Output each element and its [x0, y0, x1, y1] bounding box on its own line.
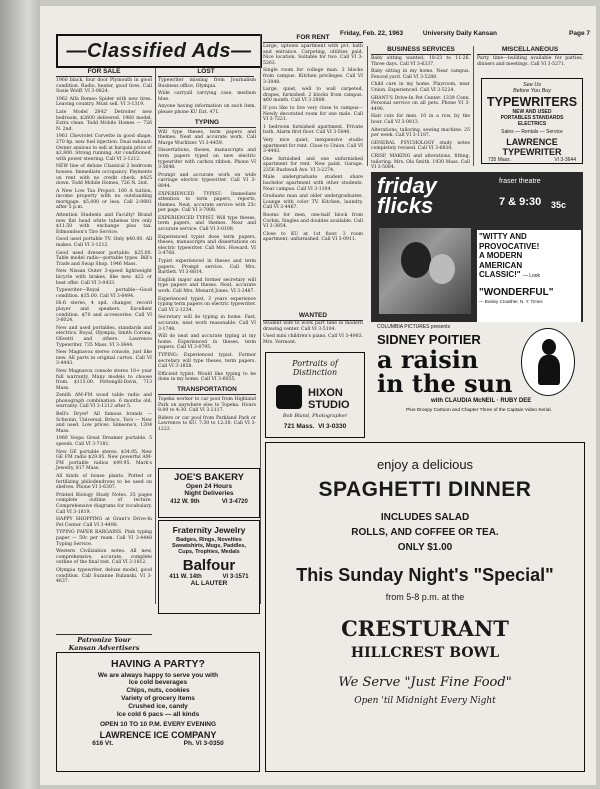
joes-name: JOE'S BAKERY: [173, 472, 244, 483]
classified-ad: Baby sitting in my home. Near campus. Fenced yard. Call VI 3-5288.: [371, 69, 470, 80]
classified-ad: Prompt and accurate work on wide carriage electric typewriter. Call VI 3-8844.: [158, 172, 256, 189]
movie-title-1: friday: [377, 173, 437, 198]
classified-ad: Typist experienced in theses and term papers. Prompt service. Call Mrs. Bartlett. VI 3-8814.: [158, 259, 256, 276]
section-for-sale: FOR SALE: [56, 68, 152, 77]
classified-ad: 1960 black, four door Plymouth in good condition. Radio, heater, good tires. Call Susie Wolff. VI 3-0824.: [56, 78, 152, 95]
movie-bottom: [371, 322, 583, 418]
party-item: Ice cold beverages: [128, 679, 188, 686]
classified-ad: 1960 Vespa Great Dreamer portable. 5 speeds. Call VI 3-7181.: [56, 436, 152, 448]
camera-icon: [276, 385, 302, 409]
header-paper: University Daily Kansan: [422, 30, 497, 37]
frat-contact-name: AL LAUTER: [190, 580, 228, 587]
newspaper-page: [40, 6, 596, 785]
section-misc: MISCELLANEOUS: [477, 46, 583, 55]
classified-ad: Dissertations, theses, manuscripts and term papers typed on new electric typewriter with carbon ribbon. Phone VI 3-5648.: [158, 148, 256, 171]
movie-cast: with CLAUDIA McNEIL · RUBY DEE: [431, 398, 532, 404]
frat-name: Fraternity Jewelry: [172, 525, 246, 535]
sp-title: SPAGHETTI DINNER: [318, 478, 532, 501]
party-item: Crushed ice, candy: [128, 703, 188, 710]
classified-ad: New GE portable stereo, $34.95. New GE FM radio $29.95. New powerful AM-FM portable radios $49.95. Mark's Jewelry, 817 Mass.: [56, 449, 152, 472]
frat-line3: Cups, Trophies, Medals: [178, 549, 240, 555]
classified-ad: Will do neat and accurate typing at my home. Experienced in theses, term papers. Call VI 3-0795.: [158, 334, 256, 351]
classified-ad: Wide carryall carrying case, medium blue.: [158, 91, 256, 102]
movie-times: 7 & 9:30: [499, 196, 542, 208]
patronize-line1: Patronize Your: [77, 636, 131, 644]
classified-ad: New Magnavox console stereo 10+ year full warranty. Many models to choose from. $115.00. Pottengill-Davis, 713 Mass.: [56, 368, 152, 391]
classified-ad: Male undergraduate student share bachelor apartment with other students. Near campus. Call VI 3-1104.: [263, 175, 363, 192]
classified-ad: New Magnavox stereo console, just like new. All parts in original carton. Call VI 3-4443.: [56, 350, 152, 367]
tw-contact: [482, 157, 582, 163]
sp-time: from 5-8 p.m. at the: [385, 592, 465, 602]
classified-ad: Baby sitting wanted, 18-23 to 11-26. Three days. Call VI 3-6337.: [371, 56, 470, 67]
hixon-phone: VI 3-0330: [318, 423, 347, 430]
party-items: [57, 679, 259, 719]
classified-title: —Classified Ads—: [66, 40, 252, 62]
classified-ad: New and used portables, standards and electrics. Royal, Olympia, Smith Corona, Olivetti and others. Lawrence Typewriter, 735 Mass. VI 3-3644.: [56, 325, 152, 348]
party-phone: Ph. VI 3-0350: [183, 740, 224, 747]
movie-plus: Plus Droopy Cartoon and Chapter Three of the Captain Video Serial.: [406, 408, 552, 413]
classified-ad: Late Model 2842' Detroiter new bedroom, $2600 delivered. 1960 model. Extra clean. Todd Mobile Homes — 726 N. 2nd.: [56, 109, 152, 132]
classified-ad: 1 bedroom furnished apartment. Private bath. Alarm first floor. Call VI 3-5840.: [263, 124, 363, 136]
classified-ad: Zenith AM-FM wood table radio and phonograph combination. 6 months old, warranty. Call VI 3-1212 after 5.: [56, 393, 152, 410]
party-title: HAVING A PARTY?: [111, 658, 205, 670]
classified-ad: NEW line of deluxe Classical 2 bedroom houses. Immediate occupancy. Payments on rent with no credit check. $425 down. Todd Mobile Homes, 726 N. 2nd.: [56, 164, 152, 187]
for-sale-column: [56, 78, 152, 640]
sp-open: Open 'til Midnight Every Night: [354, 696, 496, 706]
party-item: Chips, nuts, cookies: [126, 687, 190, 694]
party-line1: We are always happy to serve you with: [97, 672, 219, 679]
movie-quote-source: — Bosley Crowther, N. Y. Times: [479, 299, 543, 304]
classified-ad: Used mini children's piano. Call VI 3-4983. Mrs. Vermont.: [263, 334, 364, 345]
movie-film-title-2: in the sun: [377, 369, 513, 398]
classified-ad: Typewriter missing from Journalism Business office, Olympia.: [158, 78, 256, 89]
classified-ad: Efficient typist. Would like typing to be done in my home. Call VI 3-6055.: [158, 371, 256, 383]
classified-ad: Anyone having information on such item, please phone KU Ext. 471.: [158, 104, 256, 115]
hixon-addr: 721 Mass.: [283, 423, 315, 430]
frat-line2: Sweatshirts, Mugs, Paddles,: [172, 543, 246, 549]
movie-figure-body: [538, 355, 560, 385]
frat-store: Balfour: [182, 557, 236, 574]
movie-presents: COLUMBIA PICTURES presents: [377, 324, 451, 330]
classified-ad: GRANT'S Drive-In Pet Center. 1339 Conn. Personal service on all pets. Phone VI 3-4490.: [371, 95, 470, 112]
classified-ad: If you like to live very close to campus—Newly decorated room for one male. Call VI 3-7221.: [263, 105, 363, 123]
classified-ad: Graduate man and older undergraduates. Lounge with color TV. Kitchen, laundry. Call VI 3-4467.: [263, 194, 363, 211]
tw-sub3: ELECTRICS: [517, 121, 547, 127]
rent-ads: [263, 44, 363, 243]
section-for-rent: FOR RENT: [263, 34, 363, 43]
section-lost: LOST: [158, 68, 254, 77]
classified-ad: Topeka worker to car pool from Highland Park on anywhere else to Topeka. Hours 8:00 to 4:30. Call VI 3-2117.: [158, 396, 256, 414]
classified-ad: Olympia typewriter, deluxe model, good condition. Call Suzanne Rulanski. VI 3-4637.: [56, 567, 152, 585]
sp-name: CRESTURANT: [341, 616, 509, 641]
tw-phone: VI 3-3644: [554, 157, 576, 163]
classified-ad: 1961 Chevrolet Corvette in good shape, 270 hp. new fuel injection. Dual exhaust. Owner anxious to sell at bargain price of $2,800. Strong running. Air conditioned, with power steering. Call VI 3-1212.: [56, 134, 152, 162]
joes-phone: VI 3-4720: [221, 499, 248, 505]
section-wanted: WANTED: [263, 312, 363, 321]
classified-ad: EXPERIENCED TYPIST. Will type theses, term papers, and themes. Near and accurate service. Call VI 3-0108.: [158, 215, 256, 233]
movie-quote: "WONDERFUL": [479, 286, 554, 298]
classified-ad: Printed Biology Study Notes. 35 pages complete outline of lecture. Comprehensive diagrams for vocabulary. Call VI 3-1819.: [56, 492, 152, 515]
classified-ad: Single room for college man. 2 blocks from campus. Kitchen privileges. Call VI 3-3848.: [263, 68, 363, 85]
joes-contact: [159, 499, 259, 505]
frat-line1: Badges, Rings, Novelties: [176, 537, 242, 543]
movie-quote: AMERICAN: [479, 260, 523, 270]
classified-ad: Western Civilization notes. All new, comprehensive, accurate, complete outline of the final test. Call VI 3-1812.: [56, 549, 152, 566]
classified-ad: Bell's Dryer! All famous brands — Schwinn, Universal, Brisco, Toro — New and used. Low prices. Simeone's, 1304 Mass.: [56, 412, 152, 434]
party-addr: 616 Vt.: [92, 740, 114, 747]
movie-review-box: [477, 230, 581, 324]
sp-line1: INCLUDES SALAD: [380, 512, 470, 523]
movie-face-shape: [401, 242, 431, 278]
tw-sub1: NEW AND USED: [512, 109, 552, 115]
lost-ads: [158, 78, 256, 116]
classified-ad: A New Low Tax Project. 160 A tuition, income property with no outstanding mortgage. $5,000 or less. Call 2-9881 after 5 p.m.: [56, 188, 152, 211]
classified-ad: Large, uptown apartment with pvt. bath and entrance. Carpeting, utilities paid. Nice location. Suitable for two. Call VI 3-5263.: [263, 44, 363, 66]
movie-face-shape: [429, 254, 455, 284]
book-spine: [0, 0, 40, 789]
patronize-notice: [56, 634, 152, 652]
classified-ad: Typewriter—Royal portable—Good condition. $35.00. Call VI 3-6494.: [56, 288, 152, 299]
section-transportation: TRANSPORTATION: [158, 386, 256, 395]
movie-quote: "WITTY AND: [479, 232, 527, 241]
movie-quote-source: — Look: [522, 273, 541, 279]
hixon-name: [308, 387, 350, 411]
patronize-line2: Kansan Advertisers: [68, 644, 140, 652]
hixon-line1: Portraits of: [292, 359, 338, 368]
tw-name1: LAWRENCE: [506, 137, 558, 147]
classified-ad: 1962 Alfa Romeo Spider with new tires. Leaving country. Must sell. VI 3-1319.: [56, 96, 152, 108]
movie-quote: A MODERN: [479, 251, 523, 260]
movie-quote: CLASSIC!": [479, 270, 521, 279]
tw-big: TYPEWRITERS: [486, 95, 578, 109]
classified-ad: Student wife to work part time in modern drawing center. Call VI 3-5104.: [263, 321, 363, 332]
sp-line2: ROLLS, AND COFFEE OR TEA.: [351, 527, 499, 538]
hixon-photographer: Bob Bland, Photographer: [282, 413, 348, 419]
classified-ad: TYPING PAPER BARGAINS. Pink typing paper — 50c per ream. Call VI 3-4448 Typing Service.: [56, 530, 152, 547]
joes-line1: Open 24 Hours: [185, 483, 233, 490]
column-rule: [155, 68, 156, 604]
classified-ad: Good used dresser portable. $25.00. Table model radio—portable types. Bill's Trade and Swap Shop. 1946 Mass.: [56, 250, 152, 267]
classified-ad: GENERAL PSYCHOLOGY study notes completely revised. Call VI 3-6830.: [371, 140, 470, 152]
movie-film-title: [377, 345, 513, 398]
movie-film-title-1: a raisin: [377, 345, 479, 374]
movie-figure-head: [542, 339, 556, 355]
page-header: [340, 30, 590, 37]
classified-ad: Hair cuts for men. 10 in a row, by the hour. Call VI 3-0813.: [371, 114, 470, 125]
classified-ad: Rooms for men, one-half block from Corbin, Singles and doubles available. Call VI 3-3854.: [263, 213, 363, 230]
classified-ad: Experienced typist does term papers, theses, manuscripts and dissertations on electric typewriter. Call Mrs. Howard. VI 3-4768.: [158, 234, 256, 257]
sp-place: HILLCREST BOWL: [350, 645, 500, 661]
sp-line3: ONLY $1.00: [397, 542, 453, 553]
movie-figure-image: [521, 328, 575, 396]
column-rule: [473, 46, 474, 166]
classified-ad: New Nissan Outer 3-speed lightweight bicycle with brakes, like new. $22 or best offer. Call VI 3-0433.: [56, 269, 152, 286]
sp-enjoy: enjoy a delicious: [376, 457, 474, 472]
hixon-contact: [266, 423, 364, 430]
column-rule: [260, 34, 261, 604]
typewriter-ad: [481, 78, 583, 164]
classified-ad: Close to KU at 1st floor. 3 room apartment, unfurnished. Call VI 3-0911.: [263, 231, 363, 243]
tw-addr: 735 Mass.: [488, 157, 512, 163]
lost-typing-column: [158, 78, 256, 468]
wanted-ads: [263, 321, 363, 349]
sp-special: This Sunday Night's "Special": [296, 565, 554, 585]
tw-svc: Sales — Rentals — Service: [501, 129, 563, 135]
movie-still-image: [379, 228, 471, 314]
classified-ad: Very nice quiet, inexpensive studio apartment for rent. Close to Union. Call VI 3-4443.: [263, 137, 363, 155]
party-hours: OPEN 10 TO 10 P.M. EVERY EVENING: [99, 721, 217, 728]
rent-column: [263, 44, 363, 329]
classified-ad: Good used portable TV. Only $40.00. All makes. Call VI 3-1212.: [56, 237, 152, 249]
tw-see-us: See Us: [522, 82, 542, 88]
classified-ad: English major and former secretary will type papers and theses. Neat, accurate work. Call Mrs. Menard Jones. VI 3-2487.: [158, 277, 256, 294]
classified-ad: All kinds of house plants. Potted or fertilizing philodendrons to be used on shelves. Phone VI 3-6307.: [56, 474, 152, 491]
header-page: Page 7: [569, 30, 590, 37]
sp-serve: We Serve "Just Fine Food": [338, 675, 512, 690]
movie-star: SIDNEY POITIER: [377, 332, 481, 347]
classified-ad: Secretary will do typing in home. Fast, accurate, neat work reasonable. Call VI 3-1748.: [158, 315, 256, 332]
movie-quote: PROVOCATIVE!: [479, 241, 540, 251]
ice-company-ad: [56, 652, 260, 772]
party-contact: [57, 740, 259, 747]
section-typing: TYPING: [158, 119, 256, 128]
misc-ads: [477, 56, 583, 74]
party-item: Variety of grocery items: [121, 695, 195, 702]
tw-name2: TYPEWRITER: [502, 147, 562, 157]
classified-ad: Will type theses, term papers and themes. Neat and accurate work. Call Marge Wurlitzer. VI 3-4459.: [158, 129, 256, 146]
classified-ad: Alterations, tailoring, sewing machine. 25 per week. Call VI 3-1187.: [371, 127, 470, 139]
joes-bakery-ad: [158, 468, 260, 518]
party-company: LAWRENCE ICE COMPANY: [99, 730, 217, 740]
classified-ad: TYPING: Experienced typist. Former secretary will type theses, term papers. Call VI 3-1858.: [158, 352, 256, 370]
movie-title-2: flicks: [377, 193, 434, 218]
frat-addr: 411 W. 14th: [169, 574, 202, 580]
classified-ad: EXPERIENCED TYPIST: Immediate attention to term papers, reports, themes. Neat, accurate service with 25c per page. Call VI 3-7008.: [158, 191, 256, 214]
tw-sub2: PORTABLES STANDARDS: [500, 115, 564, 121]
joes-addr: 412 W. 9th: [170, 499, 200, 505]
classified-ad: One furnished and one unfurnished apartment for rent. New paint. Garage. 2356 Bushwall Ave. VI 3-2274.: [263, 156, 363, 173]
party-item: Ice cold 6 pacs — all kinds: [116, 711, 200, 718]
classified-ad: Party time—building available for parties, dinners and meetings. Call VI 3-5271.: [477, 56, 583, 67]
movie-title: [377, 173, 437, 218]
typing-ads: [158, 130, 256, 383]
column-rule: [367, 46, 368, 166]
classified-ad: Attention Students and Faculty! Brand new flat head white tubeless tire only $11.50 with exchange plus tax. Edmondson's Tire Service.: [56, 213, 152, 235]
hixon-name-1: HIXON: [308, 387, 343, 399]
tw-before-buy: Before You Buy: [512, 88, 552, 94]
classified-ad: Large, quiet, well to wall carpeted, drapes, furnished. 2 blocks from campus. $60 month. Call VI 3-2808.: [263, 87, 363, 104]
frat-phone: VI 3-1571: [222, 574, 249, 580]
joes-line2: Night Deliveries: [184, 490, 234, 497]
fraternity-jewelry-ad: [158, 520, 260, 614]
transport-ads: [158, 397, 256, 433]
section-business: BUSINESS SERVICES: [371, 46, 471, 55]
classified-ad: Child care in my home. Playroom, near Union. Experienced. Call VI 3-5224.: [371, 82, 470, 93]
classified-ad: Experienced typist, 3 years experience typing term papers on electric typewriter. Call VI 2-1234.: [158, 296, 256, 313]
spaghetti-dinner-ad: [265, 442, 585, 772]
classified-ad: CRISP, MAKING and alterations, fitting, tailoring. Mrs. Ola Smith. 1930 Mass. Call VI 3-5084.: [371, 153, 470, 171]
hixon-line2: Distinction: [292, 368, 338, 377]
hixon-studio-ad: [265, 352, 365, 438]
business-ads: [371, 56, 470, 171]
classified-ad: Hi-fi stereo, 4 spd. changer, record player and speakers. Excellent condition. $70 and accessories. Call VI 3-6024.: [56, 301, 152, 324]
header-date: Friday, Feb. 22, 1963: [340, 30, 404, 37]
movie-ad: [371, 172, 583, 418]
classified-title-box: [56, 34, 262, 68]
movie-theatre: fraser theatre: [499, 178, 541, 185]
classified-ad: Riders or car pool from Parkland Park or Lawrence to KU. 7:30 to 12:30. Call VI 3-1222.: [158, 415, 256, 432]
classified-ad: HAPPY SHOPPING at Grant's Drive-In Pet Center. Call VI 3-4490.: [56, 517, 152, 528]
movie-price: 35c: [551, 200, 567, 210]
hixon-name-2: STUDIO: [308, 399, 350, 411]
